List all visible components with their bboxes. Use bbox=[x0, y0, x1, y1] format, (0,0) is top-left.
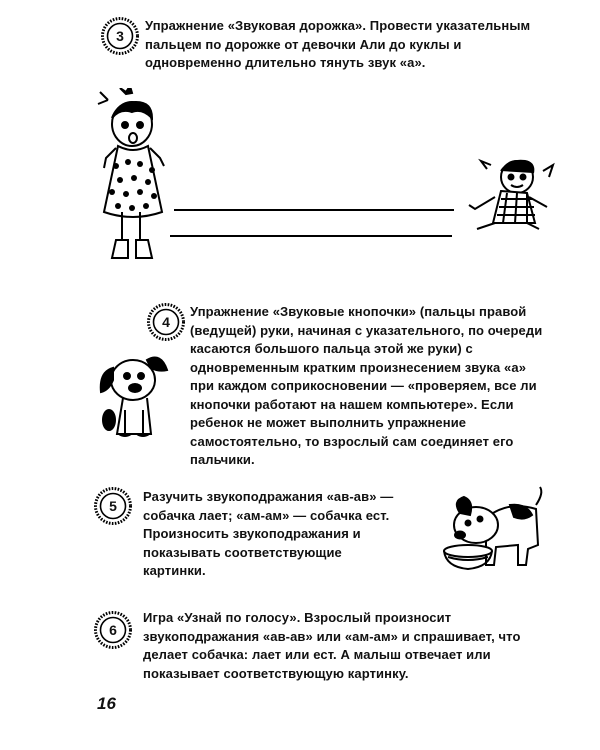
doll-illustration bbox=[465, 157, 560, 232]
exercise-6-text: Игра «Узнай по голосу». Взрослый произносит звукоподражания «ав-ав» или «ам-ам» и спрашивает, что делает собачка: лает или ест. А малыш отвечает или показывает соответствующую картинку. bbox=[143, 610, 521, 681]
sound-path-lines bbox=[170, 205, 460, 241]
exercise-4-number: 4 bbox=[162, 314, 170, 330]
exercise-5-text: Разучить звукоподражания «ав-ав» — собачка лает; «ам-ам» — собачка ест. Произносить звукоподражания и показывать соответствующие картинки. bbox=[143, 489, 394, 578]
girl-alya-illustration bbox=[96, 88, 174, 263]
puppy-eating-illustration bbox=[440, 485, 548, 577]
exercise-6-number: 6 bbox=[109, 622, 117, 638]
exercise-6-badge bbox=[94, 611, 132, 649]
exercise-5-number: 5 bbox=[109, 498, 117, 514]
exercise-4-badge bbox=[147, 303, 185, 341]
exercise-3-text: Упражнение «Звуковая дорожка». Провести указательным пальцем по дорожке от девочки Али до куклы и одновременно длительно тянуть звук «а». bbox=[145, 18, 531, 70]
exercise-3-number: 3 bbox=[116, 28, 124, 44]
puppy-sitting-illustration bbox=[95, 350, 170, 440]
exercise-5-badge bbox=[94, 487, 132, 525]
exercise-3-badge bbox=[101, 17, 139, 55]
page-number: 16 bbox=[97, 694, 116, 713]
exercise-4-text: Упражнение «Звуковые кнопочки» (пальцы правой (ведущей) руки, начиная с указательного, по очереди касаются большого пальца этой же руки) с одновременным кратким произнесением звука «а» при каждом соприкосновении — «проверяем, все ли кнопочки работают на нашем компьютере». Если ребенок не может выполнить упражнение самостоятельно, то взрослый сам соединяет его пальчики. bbox=[190, 304, 543, 467]
